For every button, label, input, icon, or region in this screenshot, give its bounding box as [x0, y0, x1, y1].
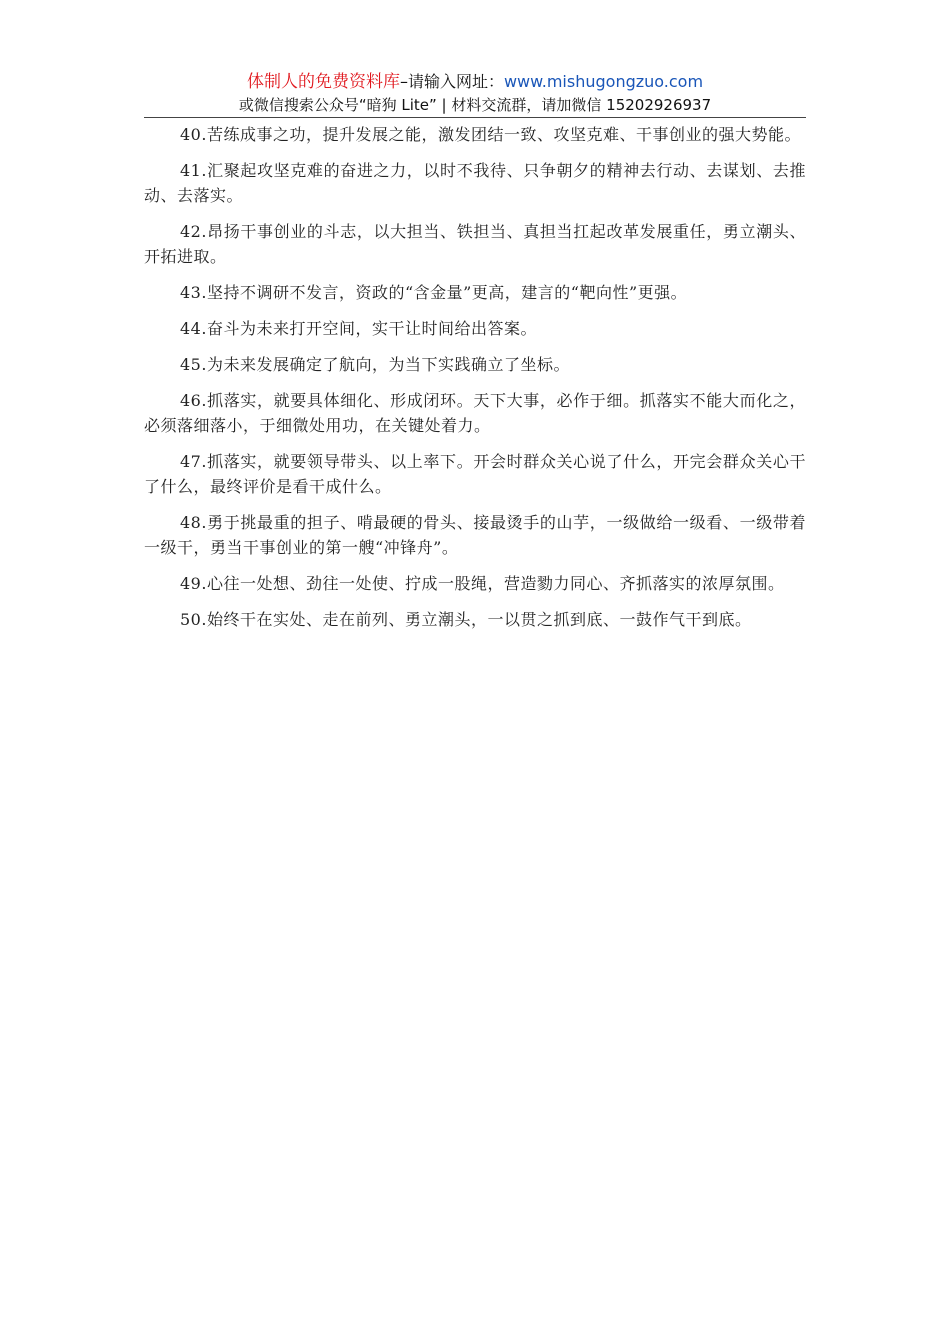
- paragraph-49: 49.心往一处想、劲往一处使、拧成一股绳，营造勠力同心、齐抓落实的浓厚氛围。: [180, 574, 785, 593]
- paragraph-47: 47.抓落实，就要领导带头、以上率下。开会时群众关心说了什么，开完会群众关心干了什么，最终评价是看干成什么。: [144, 452, 806, 496]
- website-link[interactable]: www.mishugongzuo.com: [503, 72, 704, 91]
- paragraph-45: 45.为未来发展确定了航向，为当下实践确立了坐标。: [180, 355, 570, 374]
- document-body: [144, 122, 806, 643]
- page-header: [144, 70, 806, 116]
- paragraph-44: 44.奋斗为未来打开空间，实干让时间给出答案。: [180, 319, 537, 338]
- url-prompt: –请输入网址：: [399, 72, 504, 91]
- paragraph-41: 41.汇聚起攻坚克难的奋进之力，以时不我待、只争朝夕的精神去行动、去谋划、去推动、去落实。: [144, 161, 806, 205]
- brand-title: 体制人的免费资料库: [246, 72, 400, 92]
- header-line-1: [144, 70, 806, 94]
- header-divider: [144, 117, 806, 118]
- paragraph-46: 46.抓落实，就要具体细化、形成闭环。天下大事，必作于细。抓落实不能大而化之，必须落细落小，于细微处用功，在关键处着力。: [144, 391, 806, 435]
- header-line-2: 或微信搜索公众号“暗狗 Lite” | 材料交流群，请加微信 15202926937: [238, 96, 712, 114]
- paragraph-40: 40.苦练成事之功，提升发展之能，激发团结一致、攻坚克难、干事创业的强大势能。: [180, 125, 801, 144]
- paragraph-48: 48.勇于挑最重的担子、啃最硬的骨头、接最烫手的山芋，一级做给一级看、一级带着一级干，勇当干事创业的第一艘“冲锋舟”。: [144, 513, 806, 557]
- paragraph-42: 42.昂扬干事创业的斗志，以大担当、铁担当、真担当扛起改革发展重任，勇立潮头、开拓进取。: [144, 222, 806, 266]
- paragraph-43: 43.坚持不调研不发言，资政的“含金量”更高，建言的“靶向性”更强。: [180, 283, 688, 302]
- paragraph-50: 50.始终干在实处、走在前列、勇立潮头，一以贯之抓到底、一鼓作气干到底。: [180, 610, 752, 629]
